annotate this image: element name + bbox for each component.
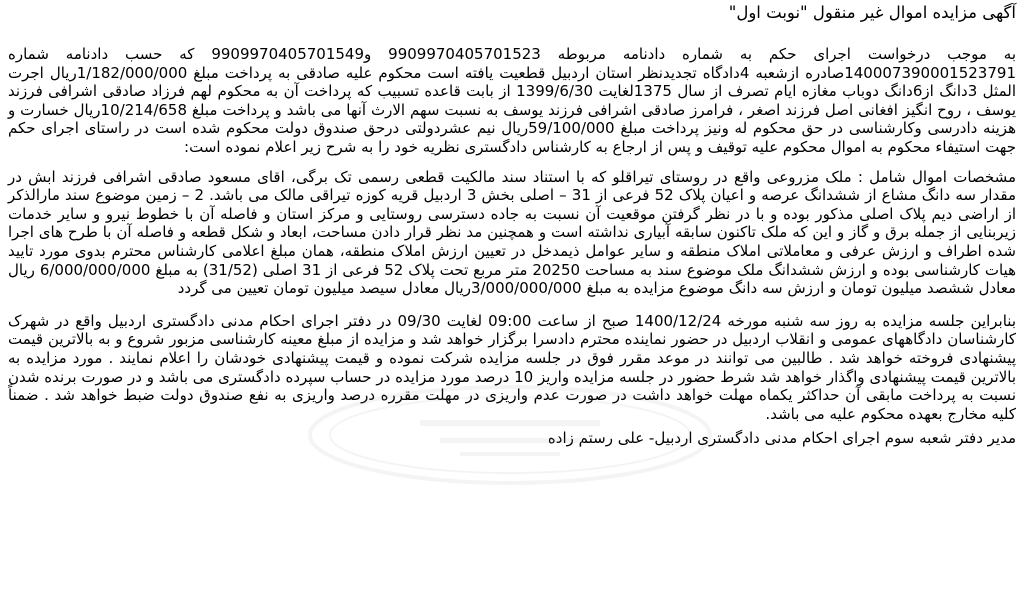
notice-paragraph-execution-request: به موجب درخواست اجرای حکم به شماره دادنامه مربوطه 9909970405701523 و9909970405701549 که حسب دادنامه شماره 140007390001523791صادره ازشعبه 4دادگاه تجدیدنظر استان اردبیل قطعیت یافته است محکوم علیه صادقی به پرداخت مبلغ 1/182/000/000ریال اجرت المثل 3دانگ از6دانگ دوباب مغازه ایام تصرف از سال 1375لغایت 1399/6/30 از بابت قاعده تسبیب که پرداخت آن به محکوم لهم فرزاد صادقی اشرافی فرزند یوسف ، روح انگیز افغانی اصل فرزند اصغر ، فرامرز صادقی اشرافی فرزند یوسف به نسبت سهم الارث آنها می باشد و پرداخت مبلغ 10/214/658ریال خسارت و هزینه دادرسی وکارشناسی در حق محکوم له ونیز پرداخت مبلغ 59/100/000ریال نیم عشردولتی درحق صندوق دولت محکوم شده است در راستای اجرای حکم جهت استیفاء محکوم به اموال محکوم علیه توقیف و پس از ارجاع به کارشناس دادگستری نظریه خود را به شرح زیر اعلام نموده است:: [8, 45, 1016, 156]
notice-title: آگهی مزایده اموال غیر منقول "نوبت اول": [728, 3, 1016, 22]
notice-paragraph-property-specifications: مشخصات اموال شامل : ملک مزروعی واقع در روستای تیراقلو که با استناد سند مالکیت قطعی رسمی تک برگی، اقای مسعود صادقی اشرافی فرزند ابش در مقدار سه دانگ مشاع از ششدانگ عرصه و اعیان پلاک 52 فرعی از 31 – اصلی بخش 3 اردبیل قریه کوزه تیراقی مالک می باشد. 2 – زمین موضوع سند مارالذکر از اراضی دیم پلاک اصلی مذکور بوده و با در نظر گرفتن موقعیت آن نسبت به جاده دسترسی روستایی و مرکز استان و فاصله آن با خطوط نیرو و سایر خدمات زیربنایی از جمله برق و گاز و این که ملک تاکنون سابقه آبیاری نداشته است و همچنین مد نظر قرار دادن مساحت، ابعاد و شکل قطعه و فاصله آن با طرح های اجرا شده اطراف و ارزش عرفی و معاملاتی املاک منطقه و سایر عوامل ذیمدخل در تعیین ارزش املاک منطقه، همان مبلغ اعلامی کارشناس محترم بدوی مورد تایید هیات کارشناسی بوده و ارزش ششدانگ ملک موضوع سند به مساحت 20250 متر مربع تحت پلاک 52 فرعی از 31 اصلی (31/52) به مبلغ 6/000/000/000 ریال معادل ششصد میلیون تومان و ارزش سه دانگ موضوع مزایده به مبلغ 3/000/000/000ریال معادل سیصد میلیون تومان تعیین می گردد: [8, 167, 1016, 298]
notice-signature: مدیر دفتر شعبه سوم اجرای احکام مدنی دادگستری اردبیل- علی رستم زاده: [547, 429, 1016, 448]
notice-paragraph-auction-session: بنابراین جلسه مزایده به روز سه شنبه مورخه 1400/12/24 صبح از ساعت 09:00 لغایت 09/30 در دفتر اجرای احکام مدنی دادگستری اردبیل واقع در شهرک کارشناسان دادگاههای عمومی و انقلاب اردبیل در حضور نماینده محترم دادسرا برگزار خواهد شد و مزایده از مبلغ معینه کارشناسی مزبور شروع و به بالاترین قیمت پیشنهادی فروخته خواهد شد . طالبین می توانند در موعد مقرر فوق در جلسه مزایده شرکت نموده و قیمت پیشنهادی خودشان را اعلام نمایند . مورد مزایده به بالاترین قیمت پیشنهادی واگذار خواهد شد شرط حضور در جلسه مزایده واریز 10 درصد مورد مزایده در حساب سپرده دادگستری می باشد و در صورت برنده شدن نسبت به پرداخت مابقی آن حداکثر یکماه مهلت خواهد داشت در صورت عدم واریزی در مهلت مقرره درصد واریزی به نفع صندوق دولت ضبط خواهد شد . ضمناً کلیه مخارج بعهده محکوم علیه می باشد.: [8, 311, 1017, 423]
